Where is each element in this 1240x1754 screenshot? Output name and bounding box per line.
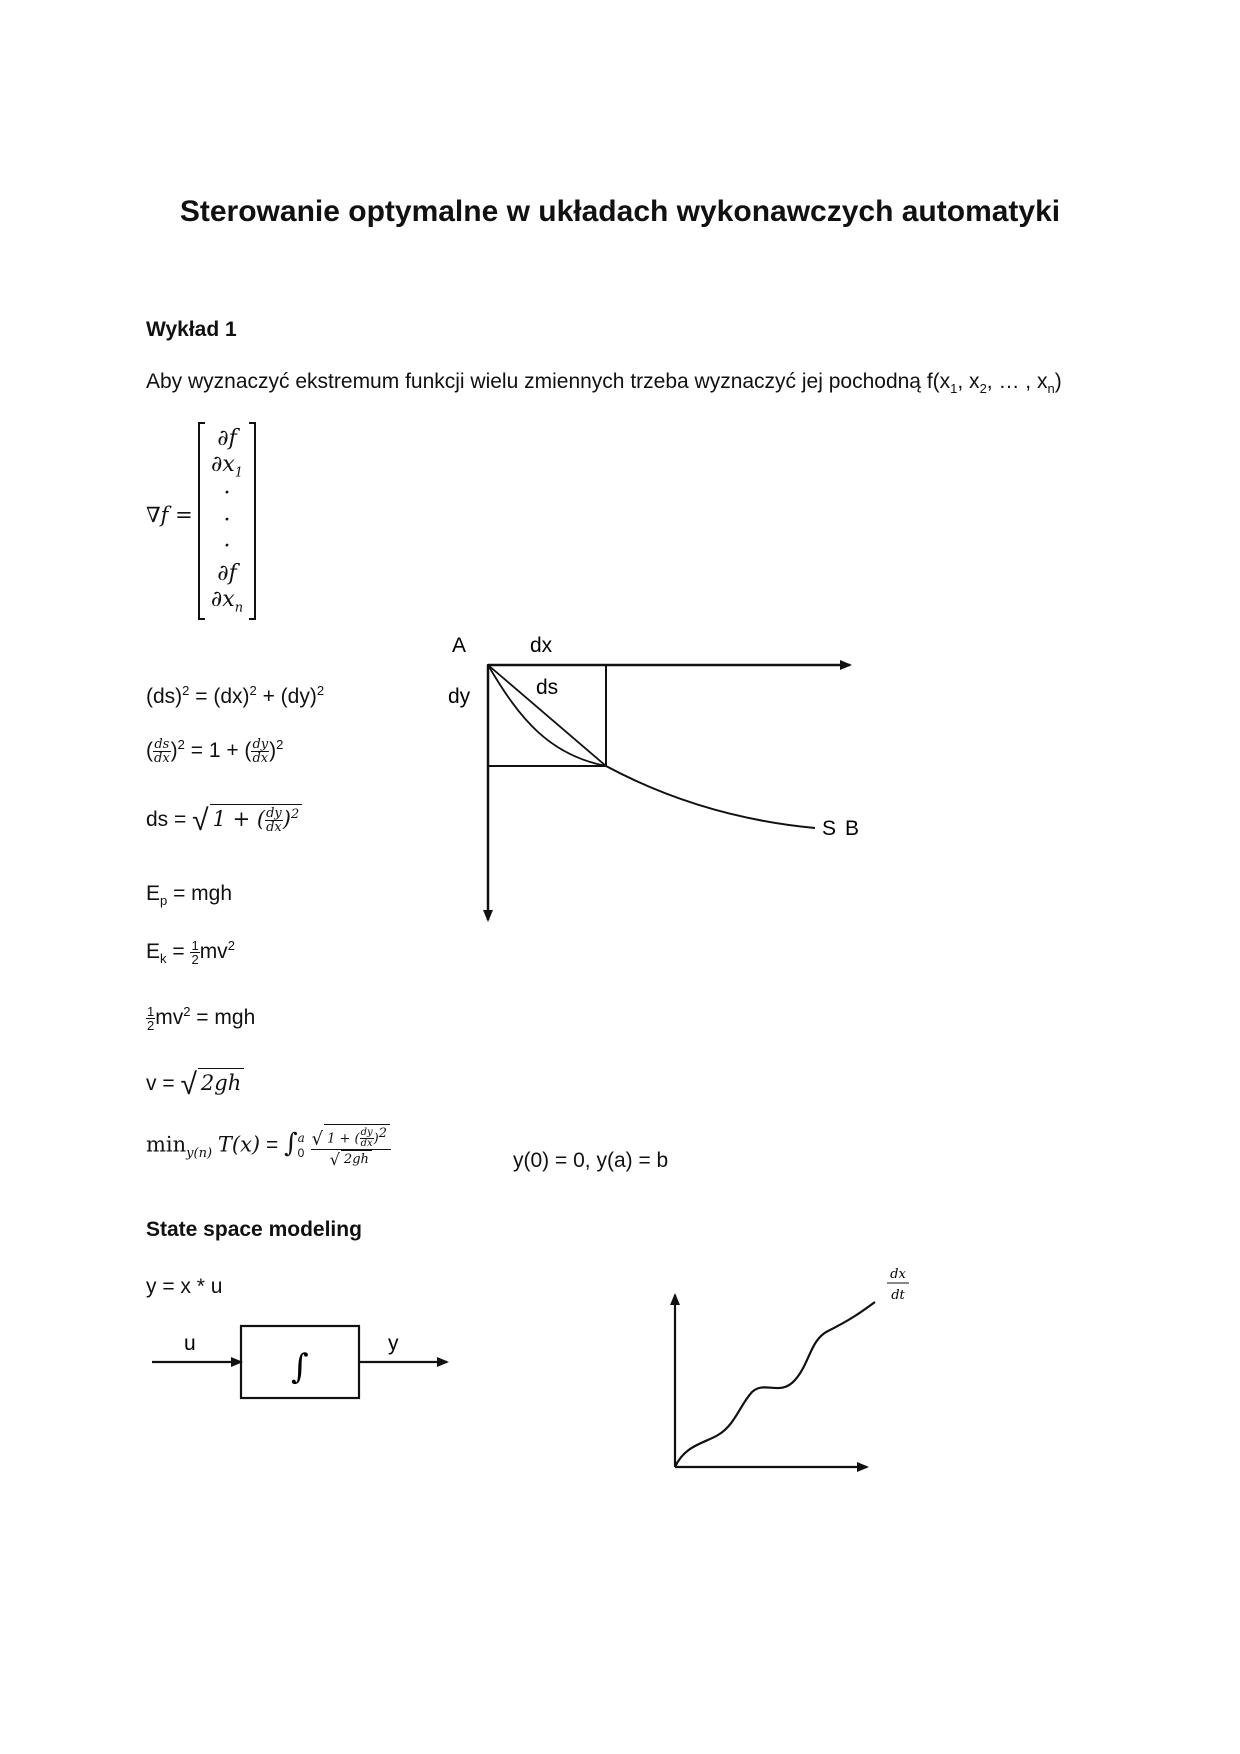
eq-ds-sq-a: (ds): [146, 685, 183, 708]
label-dy: dy: [448, 685, 471, 708]
eq-ratio-num-2: dy: [252, 736, 269, 752]
eq-ds-frac: [265, 807, 283, 834]
eq-ds-close: ): [282, 807, 291, 831]
page-title: Sterowanie optymalne w układach wykonawczych automatyki: [179, 195, 1061, 228]
eq-min-functional: [146, 1124, 391, 1168]
gradient-bot-num: ∂f: [217, 560, 237, 586]
path-curve: [606, 766, 815, 828]
eq-ratio-close-2: ): [269, 739, 277, 762]
label-dx: dx: [530, 634, 553, 657]
eq-energy-a: mv: [155, 1006, 184, 1029]
output-label: y: [388, 1332, 399, 1355]
brachistochrone-diagram: [430, 620, 880, 940]
gradient-top-den-text: ∂x: [210, 452, 235, 478]
eq-ek-a: E: [146, 940, 161, 963]
eq-min-inner-frac: [360, 1128, 374, 1149]
eq-min-inner-num: dy: [360, 1127, 373, 1139]
eq-ratio-den-2: dx: [252, 750, 269, 766]
input-label: u: [184, 1332, 196, 1355]
eq-energy-exp: 2: [183, 1004, 191, 1019]
eq-ds-num: dy: [266, 806, 282, 821]
eq-ek-num: 1: [191, 937, 199, 953]
eq-ds-lhs: ds =: [146, 808, 187, 831]
trajectory-plot: [650, 1255, 930, 1485]
eq-ds-radical-icon: √: [192, 804, 209, 837]
eq-min-frac: [311, 1124, 391, 1168]
eq-ds-den: dx: [266, 820, 282, 835]
eq-min-close: ): [373, 1131, 379, 1147]
gradient-dot-3: ·: [223, 534, 231, 560]
gradient-lhs: [146, 503, 193, 528]
intro-text: [146, 370, 1062, 396]
eq-ratio: [146, 737, 283, 765]
eq-v-radicand: 2gh: [198, 1068, 244, 1095]
eq-min-hi: a: [297, 1130, 305, 1145]
eq-ep-a: E: [146, 882, 161, 905]
eq-ds-sq-c: = (dx): [189, 685, 250, 708]
eq-min-word: min: [146, 1132, 187, 1157]
eq-ek-c: mv: [199, 940, 228, 963]
eq-ek-exp: 2: [227, 938, 235, 953]
eq-ratio-exp-2: 2: [276, 737, 284, 752]
eq-min-exp: 2: [378, 1126, 388, 1141]
intro-sub-n: n: [1047, 381, 1055, 397]
intro-text-main: Aby wyznaczyć ekstremum funkcji wielu zmiennych trzeba wyznaczyć jej pochodną f(x: [146, 370, 951, 393]
gradient-top-den: [208, 452, 246, 481]
gradient-matrix: [198, 424, 256, 618]
label-a: A: [452, 634, 467, 657]
eq-ep-sub: p: [160, 893, 168, 909]
eq-energy-frac: [146, 1005, 155, 1032]
trajectory-curve: [675, 1302, 875, 1467]
integral-block-icon: ∫: [291, 1347, 309, 1387]
eq-v-lhs: v =: [146, 1072, 181, 1095]
eq-ep: [146, 882, 232, 908]
eq-ds-radicand: [210, 804, 303, 834]
eq-ds-exp: 2: [290, 807, 300, 822]
state-space-equation: y = x * u: [146, 1275, 223, 1298]
eq-ds: [146, 804, 302, 838]
intro-sub-2: 2: [979, 381, 987, 397]
eq-energy: [146, 1004, 255, 1032]
intro-close: ): [1054, 370, 1062, 393]
eq-ek-sub: k: [160, 951, 167, 967]
integrator-block-diagram: [140, 1320, 460, 1420]
gradient-dot-1: ·: [223, 481, 231, 507]
gradient-top-sub: 1: [234, 465, 244, 481]
eq-min-den-radical-icon: √: [329, 1150, 340, 1170]
eq-ds-sq-b: 2: [182, 683, 190, 698]
eq-ratio-close: ): [170, 739, 178, 762]
eq-ratio-mid: = 1 + (: [184, 739, 252, 762]
eq-min-radicand: [324, 1124, 390, 1149]
gradient-top-num: ∂f: [217, 426, 237, 451]
eq-energy-num: 1: [147, 1003, 155, 1019]
gradient-lhs-text: ∇f =: [146, 503, 193, 527]
eq-min-inner-den: dx: [360, 1138, 373, 1150]
eq-ek: [146, 938, 235, 966]
eq-v-radical-icon: √: [180, 1068, 197, 1101]
gradient-dot-2: ·: [223, 507, 231, 533]
eq-min-limits: [298, 1131, 305, 1162]
eq-ratio-frac-2: [251, 738, 269, 765]
eq-min-frac-den: [311, 1150, 391, 1168]
eq-energy-den: 2: [147, 1017, 155, 1033]
intro-sep-1: , x: [957, 370, 980, 393]
eq-ds-one: 1 + (: [212, 807, 266, 831]
eq-min-lo: 0: [297, 1146, 305, 1161]
gradient-bot-sub: n: [234, 600, 244, 616]
intro-sep-2: , … , x: [986, 370, 1048, 393]
eq-min-frac-num: [311, 1124, 391, 1150]
eq-ek-frac: [190, 939, 199, 966]
eq-min-T: T(x): [217, 1132, 261, 1157]
curve-label-num: dx: [890, 1267, 906, 1282]
eq-min-one: 1 + (: [327, 1131, 360, 1147]
lecture-heading: Wykład 1: [146, 318, 237, 341]
eq-ds-sq-d: 2: [249, 683, 257, 698]
eq-ek-den: 2: [191, 951, 199, 967]
eq-velocity: [146, 1068, 244, 1102]
label-b: B: [845, 817, 860, 840]
eq-ratio-exp: 2: [177, 737, 185, 752]
label-s: S: [822, 817, 837, 840]
eq-ratio-num: ds: [154, 736, 170, 752]
intro-sub-1: 1: [950, 381, 958, 397]
integral-icon: ∫: [284, 1128, 298, 1159]
eq-ds-squared: [146, 683, 324, 709]
eq-ratio-den: dx: [154, 750, 170, 766]
curve-label: [887, 1267, 909, 1303]
eq-ratio-open: (: [146, 739, 153, 762]
eq-min-eq: =: [260, 1133, 285, 1157]
eq-min-sub: y(n): [186, 1145, 213, 1161]
curve-label-den: dt: [891, 1288, 905, 1303]
gradient-bot-den-text: ∂x: [210, 586, 235, 612]
state-space-heading: State space modeling: [146, 1218, 362, 1241]
eq-ds-sq-e: + (dy): [256, 685, 317, 708]
eq-min-den-radicand: 2gh: [341, 1150, 372, 1166]
label-ds: ds: [536, 676, 559, 699]
eq-ep-b: = mgh: [167, 882, 233, 905]
eq-ek-b: =: [166, 940, 191, 963]
boundary-conditions: y(0) = 0, y(a) = b: [513, 1149, 669, 1172]
eq-ds-sq-f: 2: [316, 683, 325, 698]
eq-min-radical-icon: √: [311, 1128, 324, 1150]
eq-ratio-frac-1: [153, 738, 171, 765]
eq-energy-b: = mgh: [190, 1006, 256, 1029]
gradient-bot-den: [208, 587, 246, 616]
